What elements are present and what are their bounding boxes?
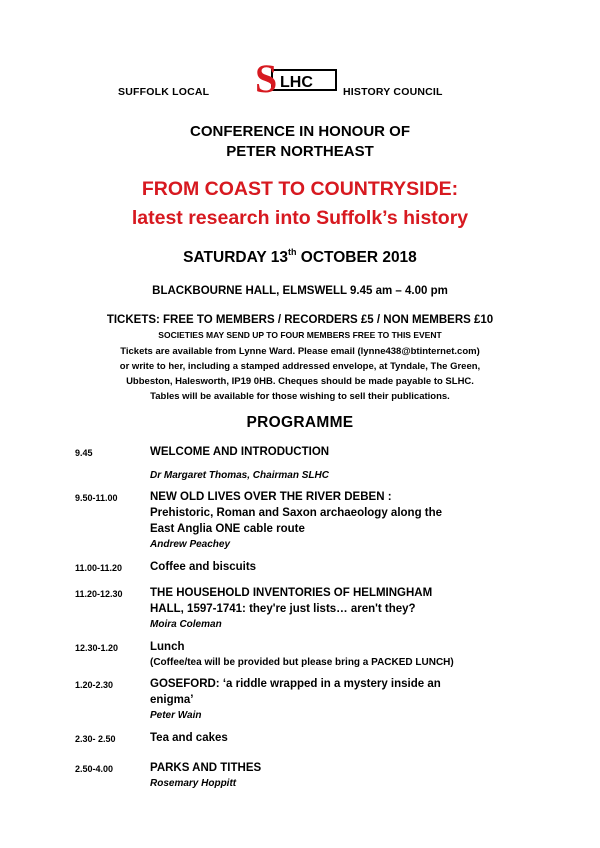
programme-heading: PROGRAMME	[246, 414, 354, 431]
ticket-info-line: or write to her, including a stamped addressed envelope, at Tyndale, The Green,	[119, 361, 481, 372]
programme-speaker: Rosemary Hoppitt	[150, 778, 237, 789]
programme-item	[150, 489, 442, 553]
programme-subtitle: HALL, 1597-1741: they're just lists… aren't they?	[150, 603, 416, 615]
programme-item	[150, 639, 454, 671]
programme-time: 11.00-11.20	[75, 563, 123, 573]
event-title-line-1: FROM COAST TO COUNTRYSIDE:	[141, 178, 459, 200]
societies-note: SOCIETIES MAY SEND UP TO FOUR MEMBERS FREE TO THIS EVENT	[158, 330, 442, 340]
programme-item	[150, 676, 441, 724]
programme-speaker: Peter Wain	[150, 710, 202, 721]
programme-item	[150, 585, 432, 633]
logo-initial: S	[255, 58, 278, 98]
event-date	[0, 247, 600, 267]
venue: BLACKBOURNE HALL, ELMSWELL 9.45 am – 4.00 pm	[152, 285, 448, 297]
programme-item	[150, 730, 228, 746]
programme-title: NEW OLD LIVES OVER THE RIVER DEBEN :	[150, 491, 392, 503]
programme-title: Lunch	[150, 641, 185, 653]
ticket-info-line: Tables will be available for those wishing to sell their publications.	[150, 391, 450, 402]
conference-line-2: PETER NORTHEAST	[226, 143, 374, 160]
programme-time: 1.20-2.30	[75, 680, 114, 690]
programme-item	[150, 559, 256, 575]
date-prefix: SATURDAY 13	[183, 249, 288, 266]
programme-title: GOSEFORD: ‘a riddle wrapped in a mystery inside an	[150, 678, 441, 690]
programme-speaker: Dr Margaret Thomas, Chairman SLHC	[150, 470, 329, 481]
programme-time: 9.50-11.00	[75, 493, 118, 503]
programme-item	[150, 444, 329, 484]
slhc-logo	[250, 58, 340, 98]
programme-title: THE HOUSEHOLD INVENTORIES OF HELMINGHAM	[150, 587, 433, 599]
programme-subtitle: enigma’	[150, 694, 194, 706]
programme-title: WELCOME AND INTRODUCTION	[150, 446, 330, 458]
programme-time: 2.30- 2.50	[75, 734, 116, 744]
programme-title: Tea and cakes	[150, 732, 228, 744]
programme-subtitle: East Anglia ONE cable route	[150, 523, 305, 535]
date-rest: OCTOBER 2018	[296, 249, 417, 266]
programme-time: 12.30-1.20	[75, 643, 119, 653]
programme-time: 11.20-12.30	[75, 589, 123, 599]
programme-speaker: Andrew Peachey	[150, 539, 231, 550]
programme-note: (Coffee/tea will be provided but please bring a PACKED LUNCH)	[150, 657, 454, 668]
programme-subtitle: Prehistoric, Roman and Saxon archaeology along the	[150, 507, 443, 519]
logo-letters: LHC	[280, 74, 313, 91]
programme-title: PARKS AND TITHES	[150, 762, 262, 774]
programme-item	[150, 760, 261, 792]
conference-heading	[0, 122, 600, 162]
ticket-info-line: Tickets are available from Lynne Ward. Please email (lynne438@btinternet.com)	[120, 346, 480, 357]
org-name-left: SUFFOLK LOCAL	[118, 86, 210, 98]
date-suffix: th	[287, 247, 297, 257]
ticket-info	[0, 344, 600, 404]
programme-time: 9.45	[75, 448, 93, 458]
programme-speaker: Moira Coleman	[150, 619, 222, 630]
tickets-headline: TICKETS: FREE TO MEMBERS / RECORDERS £5 / NON MEMBERS £10	[106, 314, 494, 326]
ticket-info-line: Ubbeston, Halesworth, IP19 0HB. Cheques should be made payable to SLHC.	[126, 376, 474, 387]
conference-line-1: CONFERENCE IN HONOUR OF	[189, 123, 410, 140]
org-name-right: HISTORY COUNCIL	[343, 86, 443, 98]
programme-title: Coffee and biscuits	[150, 561, 257, 573]
event-title-line-2: latest research into Suffolk’s history	[131, 207, 469, 229]
programme-time: 2.50-4.00	[75, 764, 114, 774]
